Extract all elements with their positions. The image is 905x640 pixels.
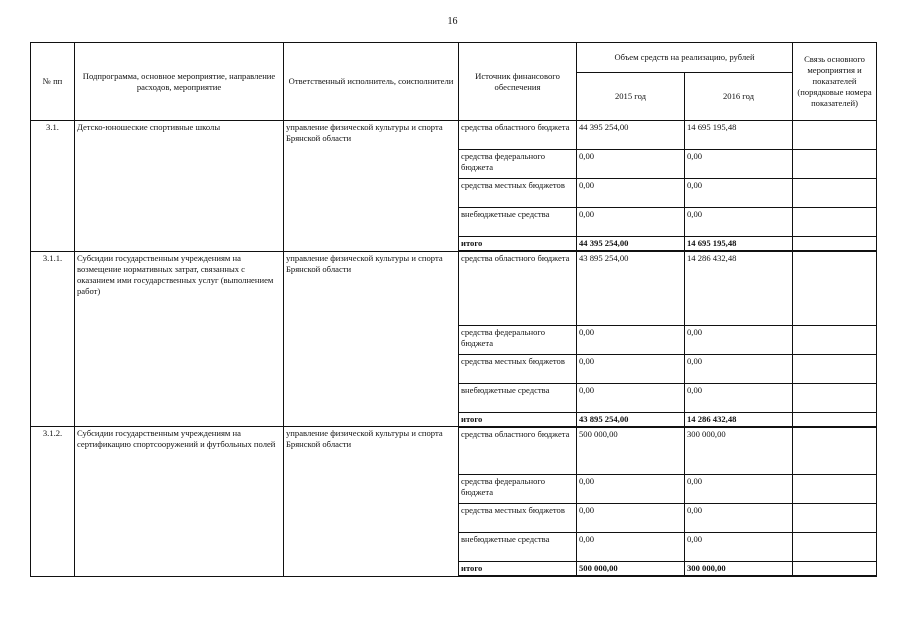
source-cell: средства федерального бюджета (459, 325, 577, 354)
indicator-link-cell (793, 251, 877, 325)
source-cell: внебюджетные средства (459, 533, 577, 562)
source-cell: итого (459, 237, 577, 252)
executor-cell: управление физической культуры и спорта Брянской области (284, 427, 459, 577)
value-2016-cell: 14 286 432,48 (685, 412, 793, 427)
table-row (31, 427, 877, 475)
source-cell: внебюджетные средства (459, 208, 577, 237)
row-number: 3.1.2. (31, 427, 75, 577)
value-2015-cell: 44 395 254,00 (577, 237, 685, 252)
value-2015-cell: 500 000,00 (577, 427, 685, 475)
source-cell: средства областного бюджета (459, 427, 577, 475)
indicator-link-cell (793, 475, 877, 504)
table-body (31, 121, 877, 577)
indicator-link-cell (793, 354, 877, 383)
table-row (31, 251, 877, 325)
value-2016-cell: 14 695 195,48 (685, 121, 793, 150)
value-2016-cell: 0,00 (685, 150, 793, 179)
value-2015-cell: 43 895 254,00 (577, 251, 685, 325)
indicator-link-cell (793, 208, 877, 237)
header-year-2015: 2015 год (577, 73, 685, 121)
header-link: Связь основного мероприятия и показателей (порядковые номера показателей) (793, 43, 877, 121)
value-2015-cell: 0,00 (577, 325, 685, 354)
value-2015-cell: 0,00 (577, 354, 685, 383)
source-cell: итого (459, 562, 577, 577)
value-2015-cell: 500 000,00 (577, 562, 685, 577)
indicator-link-cell (793, 533, 877, 562)
value-2015-cell: 0,00 (577, 150, 685, 179)
header-year-2016: 2016 год (685, 73, 793, 121)
header-executor: Ответственный исполнитель, соисполнители (284, 43, 459, 121)
value-2015-cell: 0,00 (577, 504, 685, 533)
value-2016-cell: 0,00 (685, 354, 793, 383)
value-2016-cell: 0,00 (685, 504, 793, 533)
value-2016-cell: 0,00 (685, 533, 793, 562)
source-cell: средства местных бюджетов (459, 354, 577, 383)
value-2016-cell: 0,00 (685, 179, 793, 208)
indicator-link-cell (793, 121, 877, 150)
header-num: № пп (31, 43, 75, 121)
indicator-link-cell (793, 179, 877, 208)
source-cell: средства областного бюджета (459, 121, 577, 150)
header-program: Подпрограмма, основное мероприятие, направление расходов, мероприятие (75, 43, 284, 121)
row-number: 3.1. (31, 121, 75, 252)
executor-cell: управление физической культуры и спорта Брянской области (284, 121, 459, 252)
source-cell: средства федерального бюджета (459, 475, 577, 504)
indicator-link-cell (793, 427, 877, 475)
source-cell: средства областного бюджета (459, 251, 577, 325)
header-source: Источник финансового обеспечения (459, 43, 577, 121)
program-cell: Субсидии государственным учреждениям на сертификацию спортсооружений и футбольных полей (75, 427, 284, 577)
executor-cell: управление физической культуры и спорта Брянской области (284, 251, 459, 427)
funding-table (30, 42, 877, 577)
value-2015-cell: 0,00 (577, 475, 685, 504)
indicator-link-cell (793, 562, 877, 577)
value-2015-cell: 0,00 (577, 208, 685, 237)
value-2016-cell: 300 000,00 (685, 562, 793, 577)
header-volume: Объем средств на реализацию, рублей (577, 43, 793, 73)
source-cell: средства местных бюджетов (459, 504, 577, 533)
value-2016-cell: 0,00 (685, 383, 793, 412)
value-2015-cell: 0,00 (577, 383, 685, 412)
source-cell: средства местных бюджетов (459, 179, 577, 208)
row-number: 3.1.1. (31, 251, 75, 427)
indicator-link-cell (793, 237, 877, 252)
value-2015-cell: 0,00 (577, 179, 685, 208)
value-2016-cell: 0,00 (685, 475, 793, 504)
value-2016-cell: 14 286 432,48 (685, 251, 793, 325)
value-2015-cell: 0,00 (577, 533, 685, 562)
indicator-link-cell (793, 504, 877, 533)
indicator-link-cell (793, 150, 877, 179)
source-cell: итого (459, 412, 577, 427)
value-2016-cell: 0,00 (685, 325, 793, 354)
program-cell: Субсидии государственным учреждениям на возмещение нормативных затрат, связанных с оказанием ими государственных услуг (выполнением работ) (75, 251, 284, 427)
page-number: 16 (447, 16, 458, 27)
value-2016-cell: 0,00 (685, 208, 793, 237)
value-2015-cell: 44 395 254,00 (577, 121, 685, 150)
source-cell: средства федерального бюджета (459, 150, 577, 179)
value-2016-cell: 14 695 195,48 (685, 237, 793, 252)
indicator-link-cell (793, 412, 877, 427)
source-cell: внебюджетные средства (459, 383, 577, 412)
value-2015-cell: 43 895 254,00 (577, 412, 685, 427)
value-2016-cell: 300 000,00 (685, 427, 793, 475)
program-cell: Детско-юношеские спортивные школы (75, 121, 284, 252)
indicator-link-cell (793, 383, 877, 412)
indicator-link-cell (793, 325, 877, 354)
table-row (31, 121, 877, 150)
